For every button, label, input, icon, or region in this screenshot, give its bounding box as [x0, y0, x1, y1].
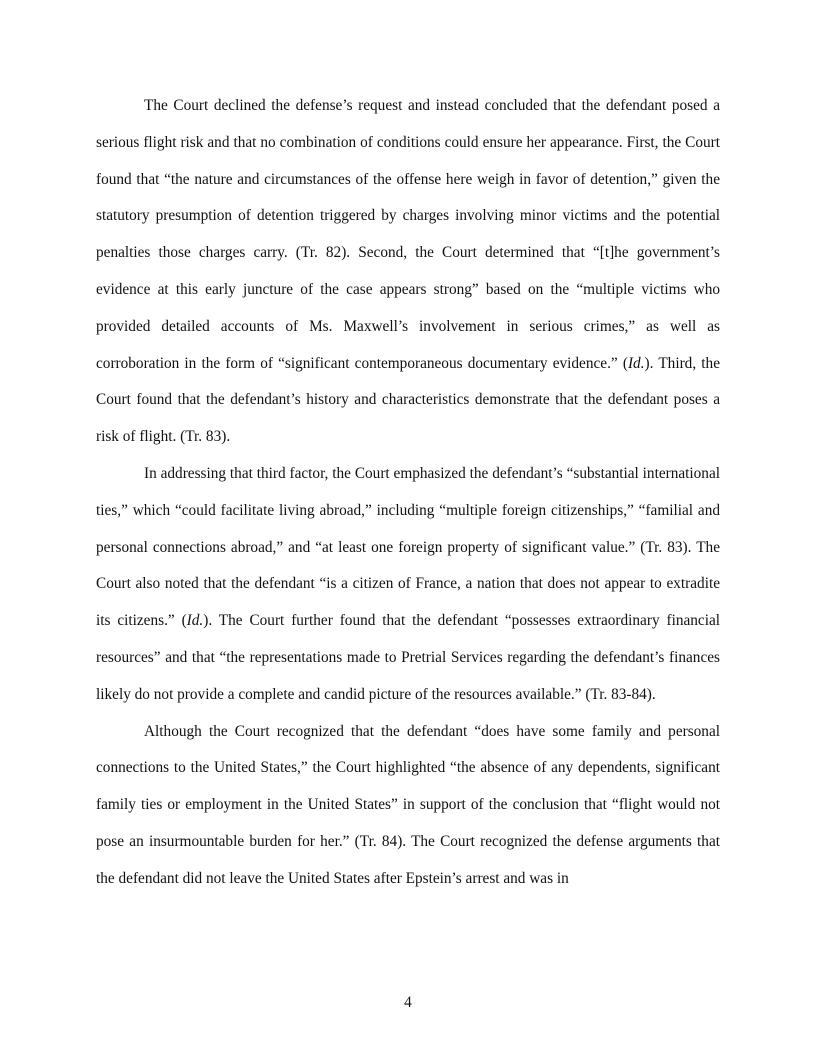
paragraph-1 [96, 88, 720, 456]
paragraph-text: ). Third, the Court found that the defendant’s history and characteristics demonstrate that the defendant poses a risk of flight. (Tr. 83). [96, 354, 720, 446]
paragraph-text: ). The Court further found that the defendant “possesses extraordinary financial resources” and that “the representations made to Pretrial Services regarding the defendant’s finances likely do not provide a complete and candid picture of the resources available.” (Tr. 83-84). [96, 612, 720, 703]
citation-id: Id. [186, 612, 204, 630]
paragraph-3 [96, 714, 720, 898]
paragraph-text: Although the Court recognized that the defendant “does have some family and personal connections to the United States,” the Court highlighted “the absence of any dependents, significant family ties or employment in the United States” in support of the conclusion that “flight would not pose an insurmountable burden for her.” (Tr. 84). The Court recognized the defense arguments that the defendant did not leave the United States after Epstein’s arrest and was in [96, 722, 720, 887]
paragraph-text: In addressing that third factor, the Court emphasized the defendant’s “substantial international ties,” which “could facilitate living abroad,” including “multiple foreign citizenships,” “familial and personal connections abroad,” and “at least one foreign property of significant value.” (Tr. 83). The Court also noted that the defendant “is a citizen of France, a nation that does not appear to extradite its citizens.” ( [96, 464, 720, 630]
citation-id: Id. [627, 354, 645, 372]
document-body [96, 88, 720, 898]
paragraph-2 [96, 456, 720, 714]
paragraph-text: The Court declined the defense’s request and instead concluded that the defendant posed a serious flight risk and that no combination of conditions could ensure her appearance. First, the Court found that “the nature and circumstances of the offense here weigh in favor of detention,” given the statutory presumption of detention triggered by charges involving minor victims and the potential penalties those charges carry. (Tr. 82). Second, the Court determined that “[t]he government’s evidence at this early juncture of the case appears strong” based on the “multiple victims who provided detailed accounts of Ms. Maxwell’s involvement in serious crimes,” as well as corroboration in the form of “significant contemporaneous documentary evidence.” ( [96, 97, 720, 372]
page-number: 4 [404, 994, 412, 1011]
